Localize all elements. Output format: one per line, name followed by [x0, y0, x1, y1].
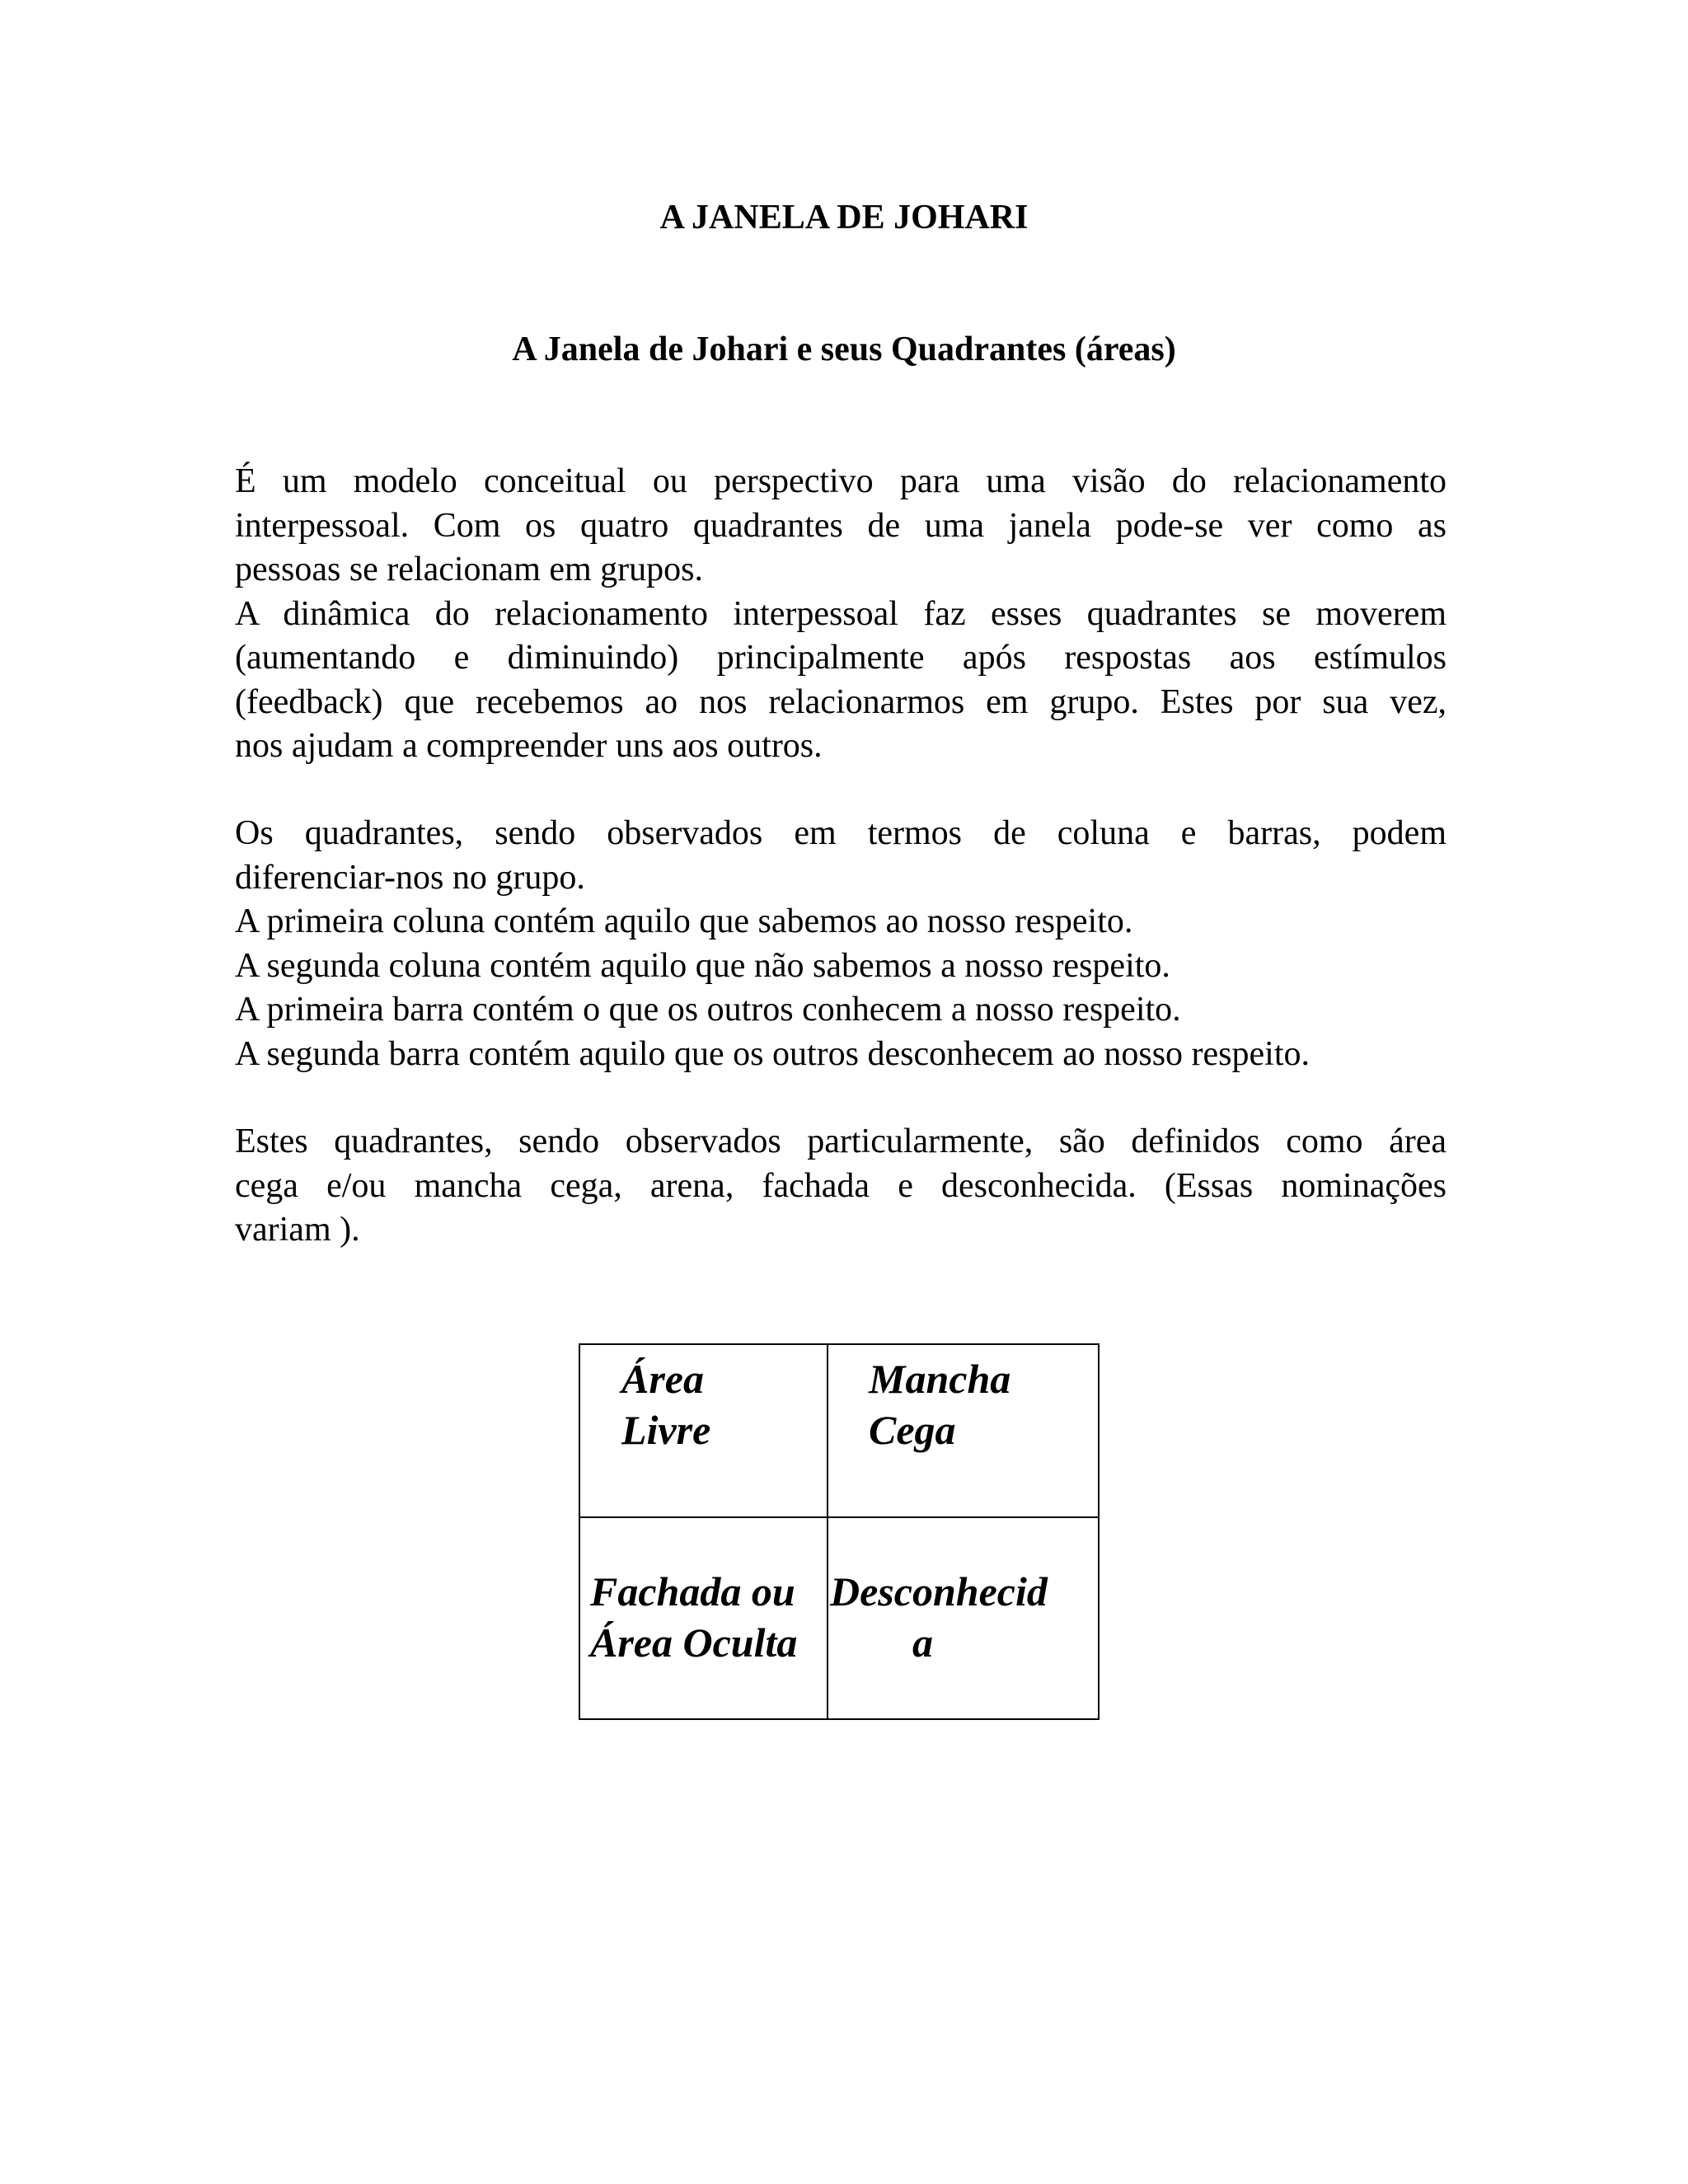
- quadrant-label-line: Desconhecid: [830, 1568, 1048, 1615]
- quadrant-label-line: Mancha: [869, 1356, 1011, 1402]
- quadrant-desconhecida: [830, 1566, 1048, 1668]
- quadrant-label-line: Cega: [869, 1407, 956, 1453]
- text-line: (feedback) que recebemos ao nos relacionarmos em grupo. Estes por sua vez,: [235, 682, 1447, 721]
- text-line: interpessoal. Com os quatro quadrantes de uma janela pode-se ver como as: [235, 506, 1447, 545]
- quadrant-fachada: [590, 1566, 797, 1668]
- text-line: variam ).: [235, 1211, 360, 1249]
- text-line: A segunda coluna contém aquilo que não sabemos a nosso respeito.: [235, 946, 1170, 985]
- text-line: cega e/ou mancha cega, arena, fachada e desconhecida. (Essas nominações: [235, 1166, 1447, 1205]
- table-vertical-divider: [827, 1345, 828, 1718]
- document-subtitle: A Janela de Johari e seus Quadrantes (áreas): [512, 330, 1176, 368]
- text-line: pessoas se relacionam em grupos.: [235, 551, 704, 588]
- text-line: Estes quadrantes, sendo observados particularmente, são definidos como área: [235, 1122, 1447, 1160]
- document-title: A JANELA DE JOHARI: [659, 199, 1029, 237]
- text-line: (aumentando e diminuindo) principalmente após respostas aos estímulos: [235, 639, 1447, 677]
- text-line: diferenciar-nos no grupo.: [235, 858, 585, 897]
- paragraph-definitions: [235, 1120, 1447, 1253]
- quadrant-label-line: Livre: [621, 1407, 711, 1453]
- quadrant-label-line: Área Oculta: [590, 1619, 798, 1666]
- text-line: A primeira barra contém o que os outros conhecem a nosso respeito.: [235, 991, 1181, 1029]
- quadrant-label-line: a: [912, 1619, 933, 1666]
- paragraph-quadrants: [235, 812, 1447, 1076]
- text-line: É um modelo conceitual ou perspectivo para uma visão do relacionamento: [235, 462, 1447, 500]
- table-horizontal-divider: [580, 1516, 1098, 1518]
- quadrant-label-line: Fachada ou: [590, 1568, 795, 1615]
- text-line: A dinâmica do relacionamento interpessoal faz esses quadrantes se moverem: [235, 594, 1447, 633]
- quadrant-mancha-cega: [869, 1353, 1010, 1455]
- text-line: nos ajudam a compreender uns aos outros.: [235, 727, 823, 765]
- text-line: A primeira coluna contém aquilo que sabemos ao nosso respeito.: [235, 902, 1133, 940]
- quadrant-label-line: Área: [621, 1356, 704, 1402]
- text-line: A segunda barra contém aquilo que os outros desconhecem ao nosso respeito.: [235, 1034, 1310, 1073]
- paragraph-intro: [235, 460, 1447, 769]
- quadrant-area-livre: [621, 1353, 710, 1455]
- text-line: Os quadrantes, sendo observados em termos de coluna e barras, podem: [235, 814, 1447, 852]
- johari-window-table: [579, 1343, 1100, 1720]
